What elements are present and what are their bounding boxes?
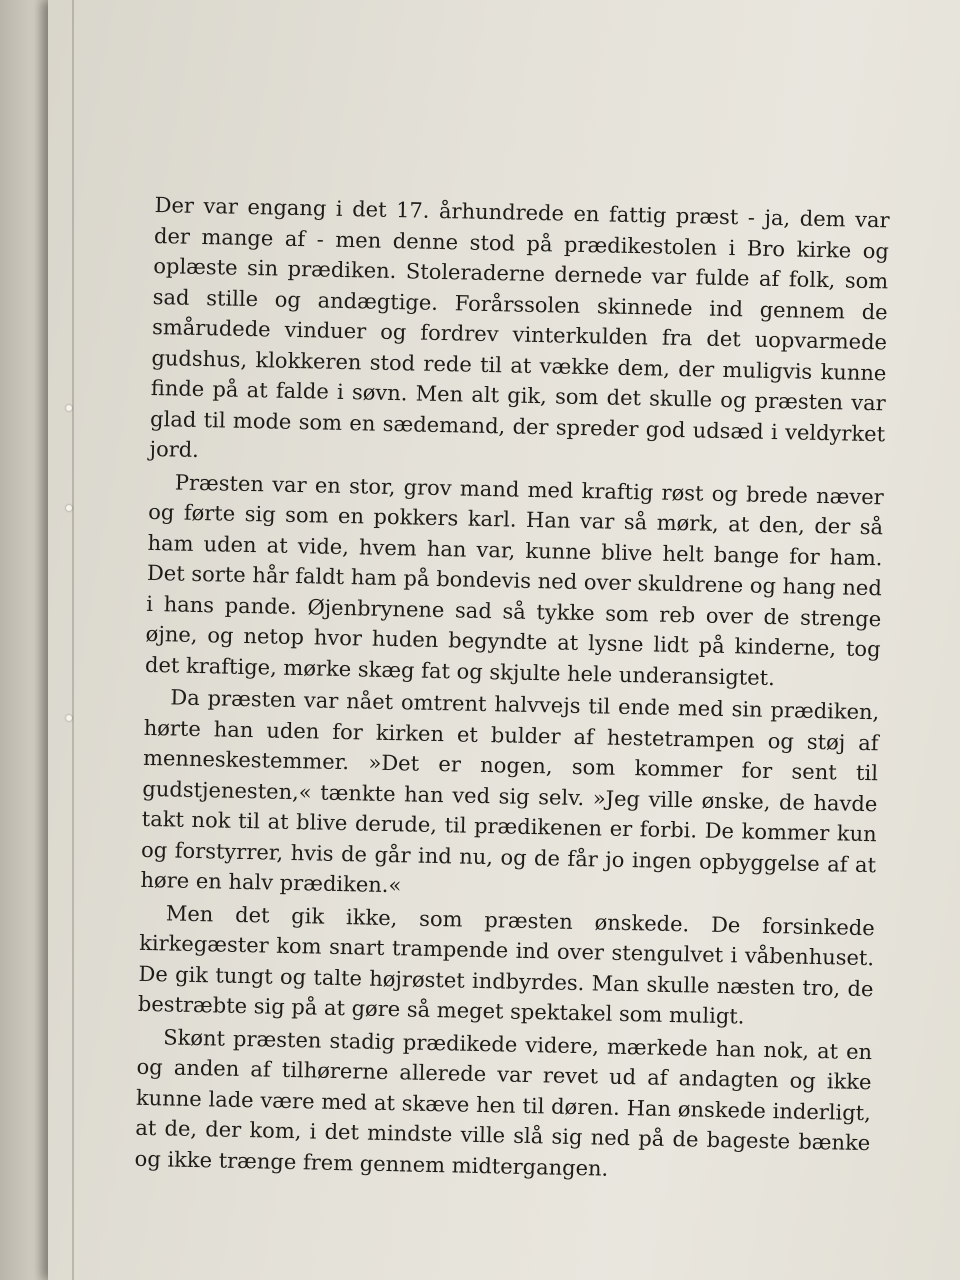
facing-page-edge — [0, 0, 48, 1280]
binding-stitch — [66, 715, 72, 721]
paragraph: Da præsten var nået omtrent halvvejs til ende med sin prædiken, hørte han uden for kirken et bulder af hestetrampen og støj af menneskestemmer. »Det er nogen, som kommer for sent til gudstjenesten,« tænkte han ved sig selv. »Jeg ville ønske, de havde takt nok til at blive derude, til prædikenen er forbi. De kommer kun og forstyrrer, hvis de går ind nu, og de får jo ingen opbyggelse af at høre en halv prædiken.« — [140, 685, 880, 898]
binding-stitch — [66, 405, 72, 411]
paragraph: Der var engang i det 17. århundrede en fattig præst - ja, dem var der mange af - men denne stod på prædikestolen i Bro kirke og oplæste sin prædiken. Stoleraderne dernede var fulde af folk, som sad stille og andægtige. Forårssolen skinnede ind gennem de smårudede vinduer og fordrev vinterkulden fra det uopvarmede gudshus, klokkeren stod rede til at vække dem, der muligvis kunne finde på at falde i søvn. Men alt gik, som det skulle og præsten var glad til mode som en sædemand, der spreder god udsæd i veldyrket jord. — [149, 192, 890, 462]
body-text — [134, 190, 889, 1191]
binding-stitch — [66, 505, 72, 511]
paragraph: Præsten var en stor, grov mand med kraftig røst og brede næver og førte sig som en pokkers karl. Han var så mørk, at den, der så ham uden at vide, hvem han var, kunne blive helt bange for ham. Det sorte hår faldt ham på bondevis ned over skuldrene og hang ned i hans pande. Øjenbrynene sad så tykke som reb over de strenge øjne, og netop hvor huden begyndte at lysne lidt på kinderne, tog det kraftige, mørke skæg fat og skjulte hele underansigtet. — [144, 469, 884, 690]
page-fold-line — [72, 0, 74, 1280]
paragraph: Men det gik ikke, som præsten ønskede. De forsinkede kirkegæster kom snart trampende ind over stengulvet i våbenhuset. De gik tungt og talte højrøstet indbyrdes. Man skulle næsten tro, de bestræbte sig på at gøre så meget spektakel som muligt. — [137, 900, 875, 1029]
paragraph: Skønt præsten stadig prædikede videre, mærkede han nok, at en og anden af tilhørerne allerede var revet ud af andagten og ikke kunne lade være med at skæve hen til døren. Han ønskede inderligt, at de, der kom, i det mindste ville slå sig ned på de bageste bænke og ikke trænge frem gennem midtergangen. — [134, 1024, 873, 1181]
